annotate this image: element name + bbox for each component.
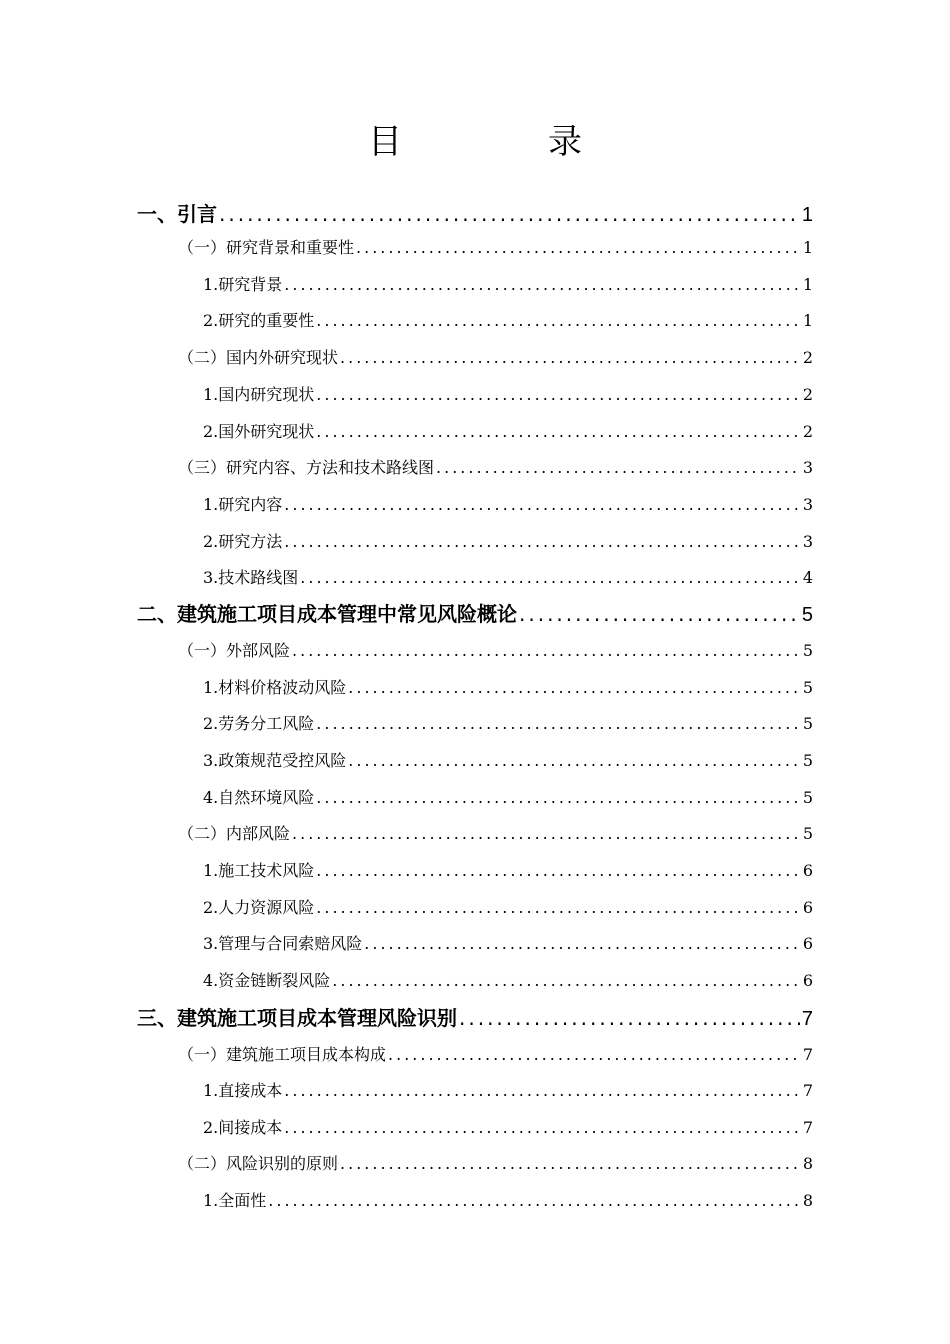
- toc-page-number: 5: [802, 788, 813, 807]
- toc-leader: [284, 275, 801, 294]
- toc-leader: [332, 971, 801, 990]
- toc-entry-title: 2.人力资源风险: [203, 898, 315, 917]
- toc-leader: [316, 422, 801, 441]
- toc-leader: [316, 385, 801, 404]
- toc-leader: [364, 934, 801, 953]
- toc-entry[interactable]: [203, 529, 813, 552]
- toc-leader: [340, 348, 801, 367]
- toc-page-number: 3: [802, 495, 813, 514]
- toc-entry-title: 2.研究方法: [203, 532, 283, 551]
- toc-leader: [284, 1081, 801, 1100]
- toc-entry-title: 1.研究背景: [203, 275, 283, 294]
- toc-page-number: 1: [802, 275, 813, 294]
- toc-page-number: 7: [802, 1118, 813, 1137]
- toc-leader: [292, 641, 801, 660]
- toc-entry-title: 2.间接成本: [203, 1118, 283, 1137]
- toc-page-number: 6: [802, 934, 813, 953]
- toc-leader: [316, 861, 801, 880]
- toc-entry-title: （一）研究背景和重要性: [178, 238, 355, 257]
- toc-page-number: 8: [802, 1191, 813, 1210]
- toc-entry-title: 二、建筑施工项目成本管理中常见风险概论: [137, 602, 517, 626]
- toc-entry-title: （一）建筑施工项目成本构成: [178, 1045, 387, 1064]
- toc-page-number: 2: [802, 422, 813, 441]
- toc-entry-title: （三）研究内容、方法和技术路线图: [178, 458, 435, 477]
- toc-entry[interactable]: [203, 931, 813, 954]
- toc-entry[interactable]: [203, 272, 813, 295]
- toc-page-number: 7: [802, 1045, 813, 1064]
- toc-page-number: 8: [802, 1154, 813, 1173]
- toc-entry-title: 一、引言: [137, 202, 217, 226]
- toc-entry-title: 3.政策规范受控风险: [203, 751, 347, 770]
- toc-entry[interactable]: [203, 858, 813, 881]
- toc-entry[interactable]: [203, 1115, 813, 1138]
- toc-leader: [292, 824, 801, 843]
- toc-entry-title: 1.材料价格波动风险: [203, 678, 347, 697]
- toc-leader: [436, 458, 801, 477]
- toc-leader: [268, 1191, 801, 1210]
- toc-entry-title: 1.施工技术风险: [203, 861, 315, 880]
- page-title: 目 录: [368, 122, 638, 162]
- toc-entry-title: 2.国外研究现状: [203, 422, 315, 441]
- toc-entry[interactable]: [178, 821, 813, 844]
- toc-page-number: 5: [802, 678, 813, 697]
- toc-entry[interactable]: [203, 785, 813, 808]
- toc-entry-title: 2.劳务分工风险: [203, 714, 315, 733]
- toc-entry[interactable]: [137, 198, 813, 227]
- toc-page-number: 5: [802, 824, 813, 843]
- toc-entry[interactable]: [137, 1002, 813, 1031]
- toc-entry[interactable]: [203, 895, 813, 918]
- toc-leader: [316, 714, 801, 733]
- toc-entry[interactable]: [203, 1188, 813, 1211]
- toc-page-number: 2: [802, 385, 813, 404]
- toc-entry[interactable]: [203, 308, 813, 331]
- toc-leader: [284, 1118, 801, 1137]
- toc-entry[interactable]: [203, 748, 813, 771]
- toc-entry-title: 1.全面性: [203, 1191, 267, 1210]
- toc-leader: [356, 238, 801, 257]
- toc-entry-title: 1.直接成本: [203, 1081, 283, 1100]
- toc-page-number: 5: [802, 751, 813, 770]
- toc-entry-title: （一）外部风险: [178, 641, 291, 660]
- toc-entry[interactable]: [178, 345, 813, 368]
- toc-page-number: 6: [802, 898, 813, 917]
- toc-page-number: 1: [802, 311, 813, 330]
- toc-entry[interactable]: [203, 492, 813, 515]
- toc-entry[interactable]: [203, 1078, 813, 1101]
- toc-page-number: 3: [802, 458, 813, 477]
- toc-page-number: 6: [802, 971, 813, 990]
- toc-leader: [340, 1154, 801, 1173]
- toc-entry-title: 1.研究内容: [203, 495, 283, 514]
- toc-leader: [316, 311, 801, 330]
- toc-leader: [388, 1045, 801, 1064]
- toc-page-number: 7: [801, 1008, 813, 1030]
- toc-entry[interactable]: [178, 235, 813, 258]
- toc-page-number: 5: [802, 714, 813, 733]
- toc-leader: [316, 788, 801, 807]
- toc-page-number: 2: [802, 348, 813, 367]
- toc-page-number: 7: [802, 1081, 813, 1100]
- toc-entry-title: 3.技术路线图: [203, 568, 299, 587]
- toc-entry[interactable]: [203, 565, 813, 588]
- toc-entry-title: 4.资金链断裂风险: [203, 971, 331, 990]
- toc-entry-title: 4.自然环境风险: [203, 788, 315, 807]
- toc-leader: [219, 202, 800, 226]
- toc-leader: [316, 898, 801, 917]
- toc-leader: [284, 495, 801, 514]
- toc-entry[interactable]: [203, 711, 813, 734]
- toc-page-number: 5: [801, 604, 813, 626]
- toc-entry[interactable]: [203, 968, 813, 991]
- toc-entry-title: （二）国内外研究现状: [178, 348, 339, 367]
- toc-entry-title: 1.国内研究现状: [203, 385, 315, 404]
- toc-entry[interactable]: [178, 638, 813, 661]
- toc-leader: [284, 532, 801, 551]
- toc-entry[interactable]: [178, 455, 813, 478]
- toc-entry[interactable]: [178, 1151, 813, 1174]
- toc-entry[interactable]: [203, 419, 813, 442]
- toc-entry[interactable]: [203, 675, 813, 698]
- toc-page-number: 1: [802, 238, 813, 257]
- toc-leader: [300, 568, 801, 587]
- toc-entry-title: 3.管理与合同索赔风险: [203, 934, 363, 953]
- toc-entry[interactable]: [203, 382, 813, 405]
- toc-entry[interactable]: [178, 1042, 813, 1065]
- toc-entry-title: 三、建筑施工项目成本管理风险识别: [137, 1006, 457, 1030]
- toc-page-number: 3: [802, 532, 813, 551]
- toc-leader: [348, 751, 801, 770]
- toc-leader: [519, 602, 800, 626]
- toc-entry-title: 2.研究的重要性: [203, 311, 315, 330]
- toc-entry-title: （二）风险识别的原则: [178, 1154, 339, 1173]
- toc-leader: [459, 1006, 800, 1030]
- toc-page-number: 1: [801, 204, 813, 226]
- toc-entry[interactable]: [137, 598, 813, 627]
- toc-entry-title: （二）内部风险: [178, 824, 291, 843]
- toc-page-number: 4: [802, 568, 813, 587]
- toc-page-number: 5: [802, 641, 813, 660]
- toc-page-number: 6: [802, 861, 813, 880]
- toc-leader: [348, 678, 801, 697]
